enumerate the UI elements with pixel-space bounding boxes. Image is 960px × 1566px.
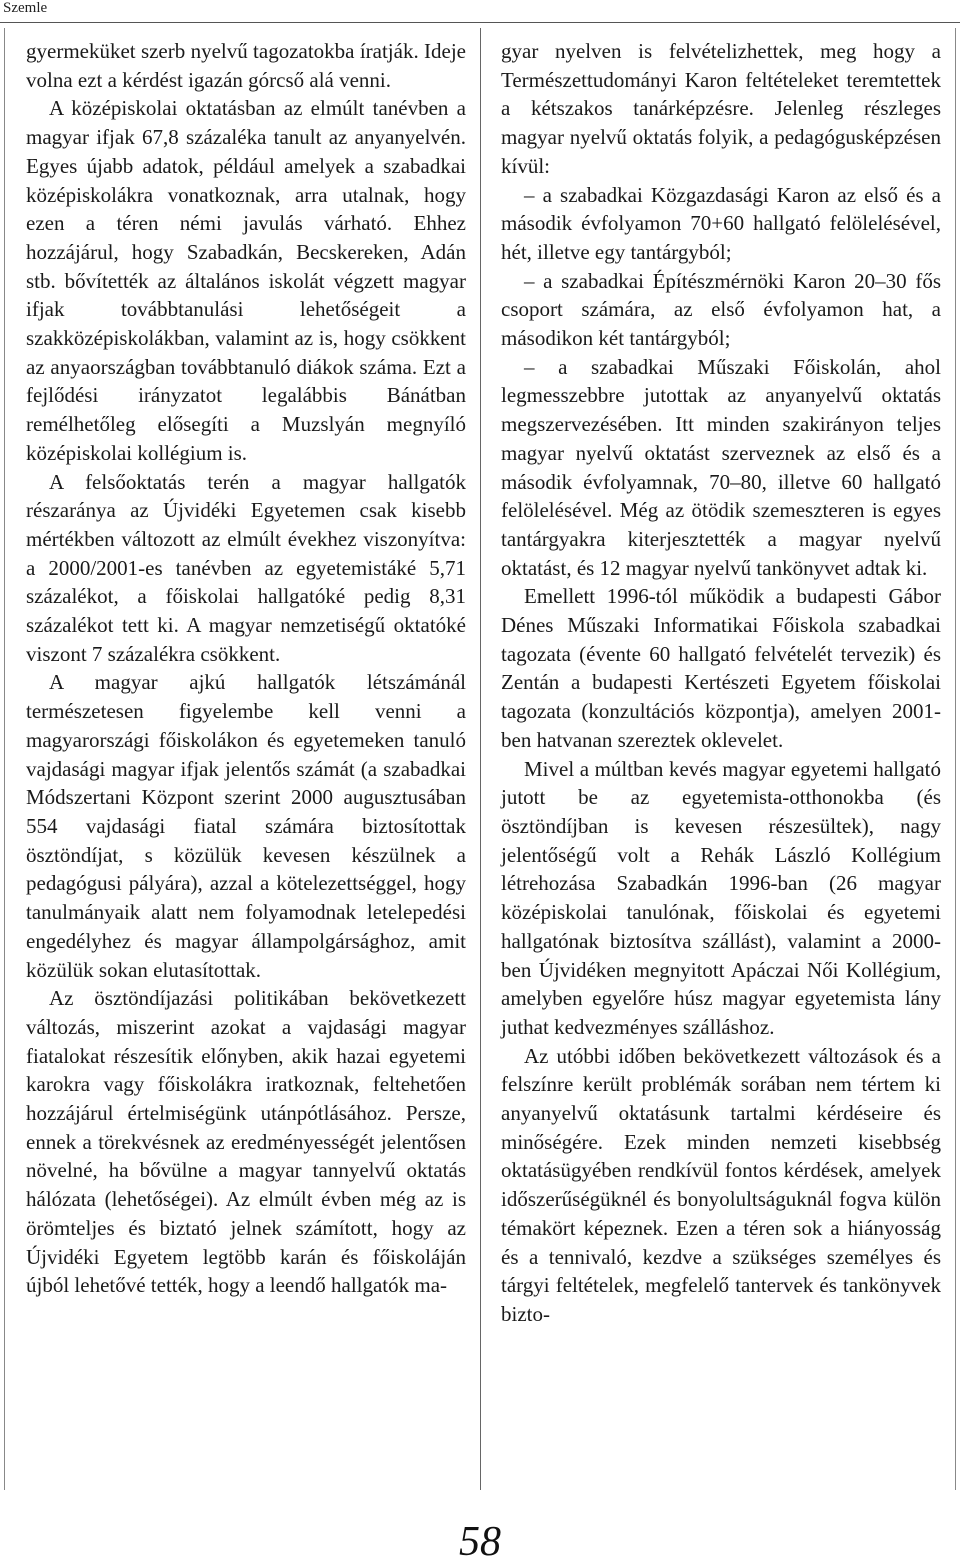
left-column (26, 37, 466, 1300)
right-column (501, 37, 941, 1329)
paragraph: gyermeküket szerb nyelvű tagozatokba íratják. Ideje volna ezt a kérdést igazán górcső alá venni. (26, 39, 466, 92)
page-edge-right (955, 28, 956, 1490)
page-edge-left (4, 28, 5, 1490)
paragraph: A felsőoktatás terén a magyar hallgatók részaránya az Újvidéki Egyetemen csak kisebb mértékben változott az elmúlt évekhez viszonyítva: a 2000/2001-es tanévben az egyetemistáké 5,71 százalékot, a főiskolai hallgatóké pedig 8,31 százalékot tett ki. A magyar nemzetiségű oktatóké viszont 7 százalékra csökkent. (26, 469, 466, 666)
paragraph: Az ösztöndíjazási politikában bekövetkezett változás, miszerint azokat a vajdasági magyar fiatalokat részesítik előnyben, akik hazai egyetemi karokra vagy főiskolákra iratkoznak, feltehetően hozzájárul értelmiségünk utánpótlásához. Persze, ennek a törekvésnek az eredményességét jelentősen növelné, ha bővülne a magyar tannyelvű oktatás hálózata (lehetőségei). Az elmúlt évben még az is örömteljes és biztató jelnek számított, hogy az Újvidéki Egyetem legtöbb karán és főiskoláján újból lehetővé tették, hogy a leendő hallgatók ma- (26, 986, 466, 1298)
paragraph: Mivel a múltban kevés magyar egyetemi hallgató jutott be az egyetemista-otthonokba (és ösztöndíjban is kevesen részesültek), nagy jelentőségű volt a Rehák László Kollégium létrehozása Szabadkán 1996-ban (26 magyar középiskolai tanulónak, főiskolai és egyetemi hallgatónak biztosítva szállást), valamint a 2000-ben Újvidéken megnyitott Apáczai Női Kollégium, amelyben egyelőre húsz magyar egyetemista lány juthat kedvezményes szálláshoz. (501, 756, 941, 1039)
paragraph: Az utóbbi időben bekövetkezett változások és a felszínre került problémák sorában nem tértem ki anyanyelvű oktatásunk tartalmi kérdéseire és minőségére. Ezek minden nemzeti kisebbség oktatásügyében rendkívül fontos kérdések, amelyek időszerűségüknél és bonyolultságuknál fogva külön témakört képeznek. Ezen a téren sok a hiányosság és a tennivaló, kezdve a szükséges személyes és tárgyi feltételek, megfelelő tantervek és tankönyvek bizto- (501, 1043, 941, 1326)
paragraph: Emellett 1996-tól működik a budapesti Gábor Dénes Műszaki Informatikai Főiskola szabadkai tagozata (évente 60 hallgató felvételét tervezik) és Zentán a budapesti Kertészeti Egyetem főiskolai tagozata (konzultációs központja), amelyen 2001-ben hatvanan szereztek oklevelet. (501, 584, 941, 752)
column-divider (480, 28, 481, 1490)
paragraph: gyar nyelven is felvételizhettek, meg hogy a Természettudományi Karon feltételeket teremtettek a kétszakos tanárképzésre. Jelenleg részleges magyar nyelvű oktatás folyik, a pedagógusképzésen kívül: (501, 39, 941, 178)
running-header (0, 0, 960, 22)
page-number: 58 (459, 1519, 501, 1565)
list-item: – a szabadkai Műszaki Főiskolán, ahol legmesszebbre jutottak az anyanyelvű oktatás megszervezésében. Itt minden szakirányon teljes magyar nyelvű oktatást szerveznek az első és a második évfolyamnak, 70–80, illetve 60 hallgató felölelésével. Még az ötödik szemeszteren is egyes tantárgyakra kiterjesztették a magyar nyelvű oktatást, és 12 magyar nyelvű tankönyvet adtak ki. (501, 354, 941, 580)
section-label: Szemle (3, 0, 48, 16)
paragraph: A magyar ajkú hallgatók létszámánál természetesen figyelembe kell venni a magyarországi főiskolákon és egyetemeken tanuló vajdasági magyar ifjak jelentős számát (a szabadkai Módszertani Központ szerint 2000 augusztusában 554 vajdasági fiatal számára biztosítottak ösztöndíjat, s közülük kevesen készülnek a pedagógusi pályára), azzal a kötelezettséggel, hogy tanulmányaik alatt nem folyamodnak letelepedési engedélyhez és magyar állampolgársághoz, amit közülük sokan elutasítottak. (26, 670, 466, 982)
list-item: – a szabadkai Közgazdasági Karon az első és a második évfolyamon 70+60 hallgató felölelésével, hét, illetve egy tantárgyból; (501, 182, 941, 264)
list-item: – a szabadkai Építészmérnöki Karon 20–30 fős csoport számára, az első évfolyamon hat, a másodikon két tantárgyból; (501, 268, 941, 351)
header-rule (0, 22, 960, 23)
paragraph: A középiskolai oktatásban az elmúlt tanévben a magyar ifjak 67,8 százaléka tanult az anyanyelvén. Egyes újabb adatok, például amelyek a szabadkai középiskolákra vonatkoznak, arra utalnak, hogy ezen a téren némi javulás várható. Ehhez hozzájárul, hogy Szabadkán, Becskereken, Adán stb. bővítették az általános iskolát végzett magyar ifjak továbbtanulási lehetőségeit a szakközépiskolákban, valamint az is, hogy csökkent az anyaországban továbbtanuló diákok száma. Ezt a fejlődési irányzatot legalábbis Bánátban remélhetőleg elősegíti a Muzslyán megnyíló középiskolai kollégium is. (26, 96, 466, 465)
